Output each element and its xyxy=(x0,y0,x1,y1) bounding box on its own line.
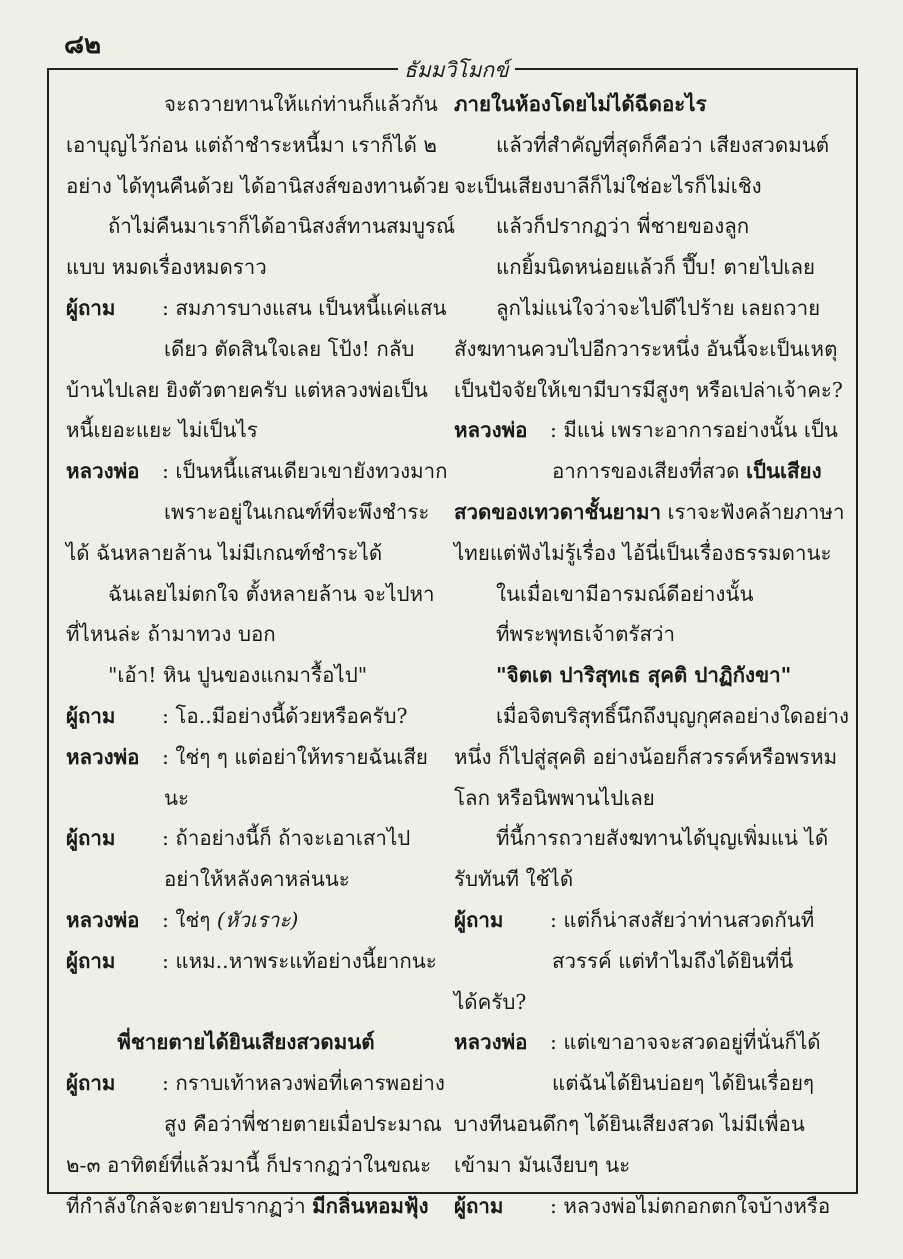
line-text: : หลวงพ่อไม่ตกอกตกใจบ้างหรือ xyxy=(550,1193,831,1218)
page-number: ๘๒ xyxy=(64,30,102,60)
bold-text: ภายในห้องโดยไม่ได้ฉีดอะไร xyxy=(454,92,707,116)
text-line xyxy=(66,533,426,574)
line-text: ๒-๓ อาทิตย์ที่แล้วมานี้ ก็ปรากฏว่าในขณะ xyxy=(66,1152,432,1177)
speaker-label: ผู้ถาม xyxy=(454,1193,504,1218)
text-line xyxy=(454,1186,831,1227)
speaker-label: ผู้ถาม xyxy=(66,948,116,973)
text-line xyxy=(454,778,819,819)
line-text: เมื่อจิตบริสุทธิ์นึกถึงบุญกุศลอย่างใดอย่าง xyxy=(496,703,850,728)
line-text: บางทีนอนดึกๆ ได้ยินเสียงสวด ไม่มีเพื่อน xyxy=(454,1111,805,1136)
speaker-label: หลวงพ่อ xyxy=(454,1030,528,1055)
line-text: ที่กำลังใกล้จะตายปรากฏว่า xyxy=(66,1193,313,1218)
speaker-label: หลวงพ่อ xyxy=(66,459,140,484)
line-text: แกยิ้มนิดหน่อยแล้วก็ ปึ๊บ! ตายไปเลย xyxy=(496,255,816,280)
line-text: : ใช่ๆ xyxy=(162,907,217,932)
line-text: อย่าให้หลังคาหล่นนะ xyxy=(164,867,350,892)
line-text: สังฆทานควบไปอีกวาระหนึ่ง อันนี้จะเป็นเหตุ xyxy=(454,336,838,361)
text-line xyxy=(454,329,838,370)
text-line xyxy=(454,1104,819,1145)
section-heading xyxy=(66,1022,426,1063)
speaker-label: หลวงพ่อ xyxy=(66,744,140,769)
line-text: ไทยแต่ฟังไม่รู้เรื่อง ไอ้นี่เป็นเรื่องธรรมดานะ xyxy=(454,540,832,565)
text-line xyxy=(454,1145,819,1186)
bold-text: มีกลิ่นหอมฟุ้ง xyxy=(312,1193,429,1218)
line-text: ที่นี้การถวายสังฆทานได้บุญเพิ่มแน่ ได้ xyxy=(496,826,829,851)
line-text: "เอ้า! หิน ปูนของแกมารื้อไป" xyxy=(108,663,368,688)
line-text: ถ้าไม่คืนมาเราก็ได้อานิสงส์ทานสมบูรณ์ xyxy=(108,214,456,239)
line-text: แบบ หมดเรื่องหมดราว xyxy=(66,255,267,280)
text-line xyxy=(454,533,832,574)
line-text: ได้ ฉันหลายล้าน ไม่มีเกณฑ์ชำระได้ xyxy=(66,540,383,565)
line-text: หนี้เยอะแยะ ไม่เป็นไร xyxy=(66,418,258,443)
line-text: เราจะฟังคล้ายภาษา xyxy=(661,499,845,524)
text-line xyxy=(66,370,426,411)
text-line xyxy=(66,1145,432,1186)
line-text: : โอ..มีอย่างนี้ด้วยหรือครับ? xyxy=(162,703,408,728)
line-text: ที่พระพุทธเจ้าตรัสว่า xyxy=(496,622,675,647)
text-line xyxy=(454,288,819,329)
text-line xyxy=(66,451,448,492)
line-text: เพราะอยู่ในเกณฑ์ที่จะพึงชำระ xyxy=(164,499,430,524)
text-line xyxy=(66,329,426,370)
text-line xyxy=(66,737,426,778)
text-line xyxy=(66,84,438,125)
bold-text: เป็นเสียง xyxy=(746,459,822,484)
text-line xyxy=(454,125,830,166)
text-line xyxy=(454,941,819,982)
text-line xyxy=(66,574,435,615)
line-text: เอาบุญไว้ก่อน แต่ถ้าชำระหนี้มา เราก็ได้ ๒ xyxy=(66,132,437,157)
text-line xyxy=(454,84,819,125)
text-line xyxy=(454,206,819,247)
line-text: บ้านไปเลย ยิงตัวตายครับ แต่หลวงพ่อเป็น xyxy=(66,377,428,402)
text-line xyxy=(66,1104,442,1145)
text-line xyxy=(454,410,838,451)
line-text: อาการของเสียงที่สวด xyxy=(552,459,746,484)
line-text: สวรรค์ แต่ทำไมถึงได้ยินที่นี่ xyxy=(552,948,794,973)
line-text: : สมภารบางแสน เป็นหนี้แค่แสน xyxy=(162,295,447,320)
bold-text: "จิตเต ปาริสุทเธ สุคติ ปาฏิกังขา" xyxy=(496,663,792,688)
speaker-label: ผู้ถาม xyxy=(454,907,504,932)
line-text: รับทันที ใช้ได้ xyxy=(454,867,574,892)
text-line xyxy=(454,737,838,778)
italic-text: (หัวเราะ) xyxy=(216,907,299,932)
speaker-label: ผู้ถาม xyxy=(66,1071,116,1096)
text-line xyxy=(454,655,819,696)
text-line xyxy=(66,492,430,533)
speaker-label: ผู้ถาม xyxy=(66,295,116,320)
header-title: ธัมมวิโมกข์ xyxy=(398,54,515,87)
text-line xyxy=(66,859,426,900)
text-line xyxy=(66,696,426,737)
text-line xyxy=(66,125,437,166)
line-text: อย่าง ได้ทุนคืนด้วย ได้อานิสงส์ของทานด้วย xyxy=(66,173,450,198)
text-line xyxy=(454,1022,819,1063)
right-column xyxy=(454,84,850,1226)
text-line xyxy=(454,166,819,207)
line-text: แต่ฉันได้ยินบ่อยๆ ได้ยินเรื่อยๆ xyxy=(552,1071,815,1096)
text-line xyxy=(66,818,426,859)
line-text: เข้ามา มันเงียบๆ นะ xyxy=(454,1152,631,1177)
text-line xyxy=(454,696,850,737)
text-line xyxy=(66,288,447,329)
line-text: ฉันเลยไม่ตกใจ ตั้งหลายล้าน จะไปหา xyxy=(108,581,435,606)
text-line xyxy=(66,900,426,941)
text-line xyxy=(66,982,426,1023)
text-line xyxy=(454,492,845,533)
speaker-label: หลวงพ่อ xyxy=(454,418,528,443)
text-line xyxy=(454,247,819,288)
line-text: ลูกไม่แน่ใจว่าจะไปดีไปร้าย เลยถวาย xyxy=(496,295,821,320)
line-text: : เป็นหนี้แสนเดียวเขายังทวงมาก xyxy=(162,459,448,484)
speaker-label: ผู้ถาม xyxy=(66,703,116,728)
text-line xyxy=(66,941,437,982)
line-text: นะ xyxy=(164,785,190,810)
text-line xyxy=(454,451,822,492)
line-text: เดียว ตัดสินใจเลย โป้ง! กลับ xyxy=(164,336,415,361)
line-text: โลก หรือนิพพานไปเลย xyxy=(454,785,655,810)
text-line xyxy=(454,982,819,1023)
line-text: สูง คือว่าพี่ชายตายเมื่อประมาณ xyxy=(164,1111,442,1136)
line-text: : แต่ก็น่าสงสัยว่าท่านสวดกันที่ xyxy=(550,907,815,932)
text-line xyxy=(66,166,450,207)
line-text: พี่ชายตายได้ยินเสียงสวดมนต์ xyxy=(117,1030,375,1055)
text-line xyxy=(66,778,426,819)
line-text: จะเป็นเสียงบาลีก็ไม่ใช่อะไรก็ไม่เชิง xyxy=(454,173,762,198)
line-text: : มีแน่ เพราะอาการอย่างนั้น เป็น xyxy=(550,418,838,443)
left-column xyxy=(66,84,456,1226)
text-line xyxy=(454,614,819,655)
line-text: แล้วก็ปรากฏว่า พี่ชายของลูก xyxy=(496,214,750,239)
line-text: ที่ไหนล่ะ ถ้ามาทวง บอก xyxy=(66,622,276,647)
text-line xyxy=(66,410,426,451)
line-text: : กราบเท้าหลวงพ่อที่เคารพอย่าง xyxy=(162,1071,445,1096)
line-text: : ถ้าอย่างนี้ก็ ถ้าจะเอาเสาไป xyxy=(162,826,411,851)
bold-text: สวดของเทวดาชั้นยามา xyxy=(454,499,662,524)
line-text: เป็นปัจจัยให้เขามีบารมีสูงๆ หรือเปล่าเจ้าคะ? xyxy=(454,377,843,402)
line-text: แล้วที่สำคัญที่สุดก็คือว่า เสียงสวดมนต์ xyxy=(496,132,830,157)
text-line xyxy=(66,614,426,655)
line-text: จะถวายทานให้แก่ท่านก็แล้วกัน xyxy=(164,92,438,116)
line-text: หนึ่ง ก็ไปสู่สุคติ อย่างน้อยก็สวรรค์หรือพรหม xyxy=(454,744,838,769)
text-line xyxy=(454,900,819,941)
speaker-label: หลวงพ่อ xyxy=(66,907,140,932)
line-text: ในเมื่อเขามีอารมณ์ดีอย่างนั้น xyxy=(496,581,754,606)
line-text: : ใช่ๆ ๆ แต่อย่าให้ทรายฉันเสีย xyxy=(162,744,428,769)
line-text: : แต่เขาอาจจะสวดอยู่ที่นั่นก็ได้ xyxy=(550,1030,821,1055)
text-line xyxy=(454,859,819,900)
text-line xyxy=(66,1186,429,1227)
text-line xyxy=(454,818,829,859)
text-line xyxy=(454,370,843,411)
text-line xyxy=(454,1063,819,1104)
text-line xyxy=(66,206,456,247)
speaker-label: ผู้ถาม xyxy=(66,826,116,851)
text-line xyxy=(66,247,426,288)
text-line xyxy=(66,655,426,696)
line-text: ได้ครับ? xyxy=(454,989,527,1014)
text-line xyxy=(454,574,819,615)
line-text: : แหม..หาพระแท้อย่างนี้ยากนะ xyxy=(162,948,437,973)
text-line xyxy=(66,1063,445,1104)
